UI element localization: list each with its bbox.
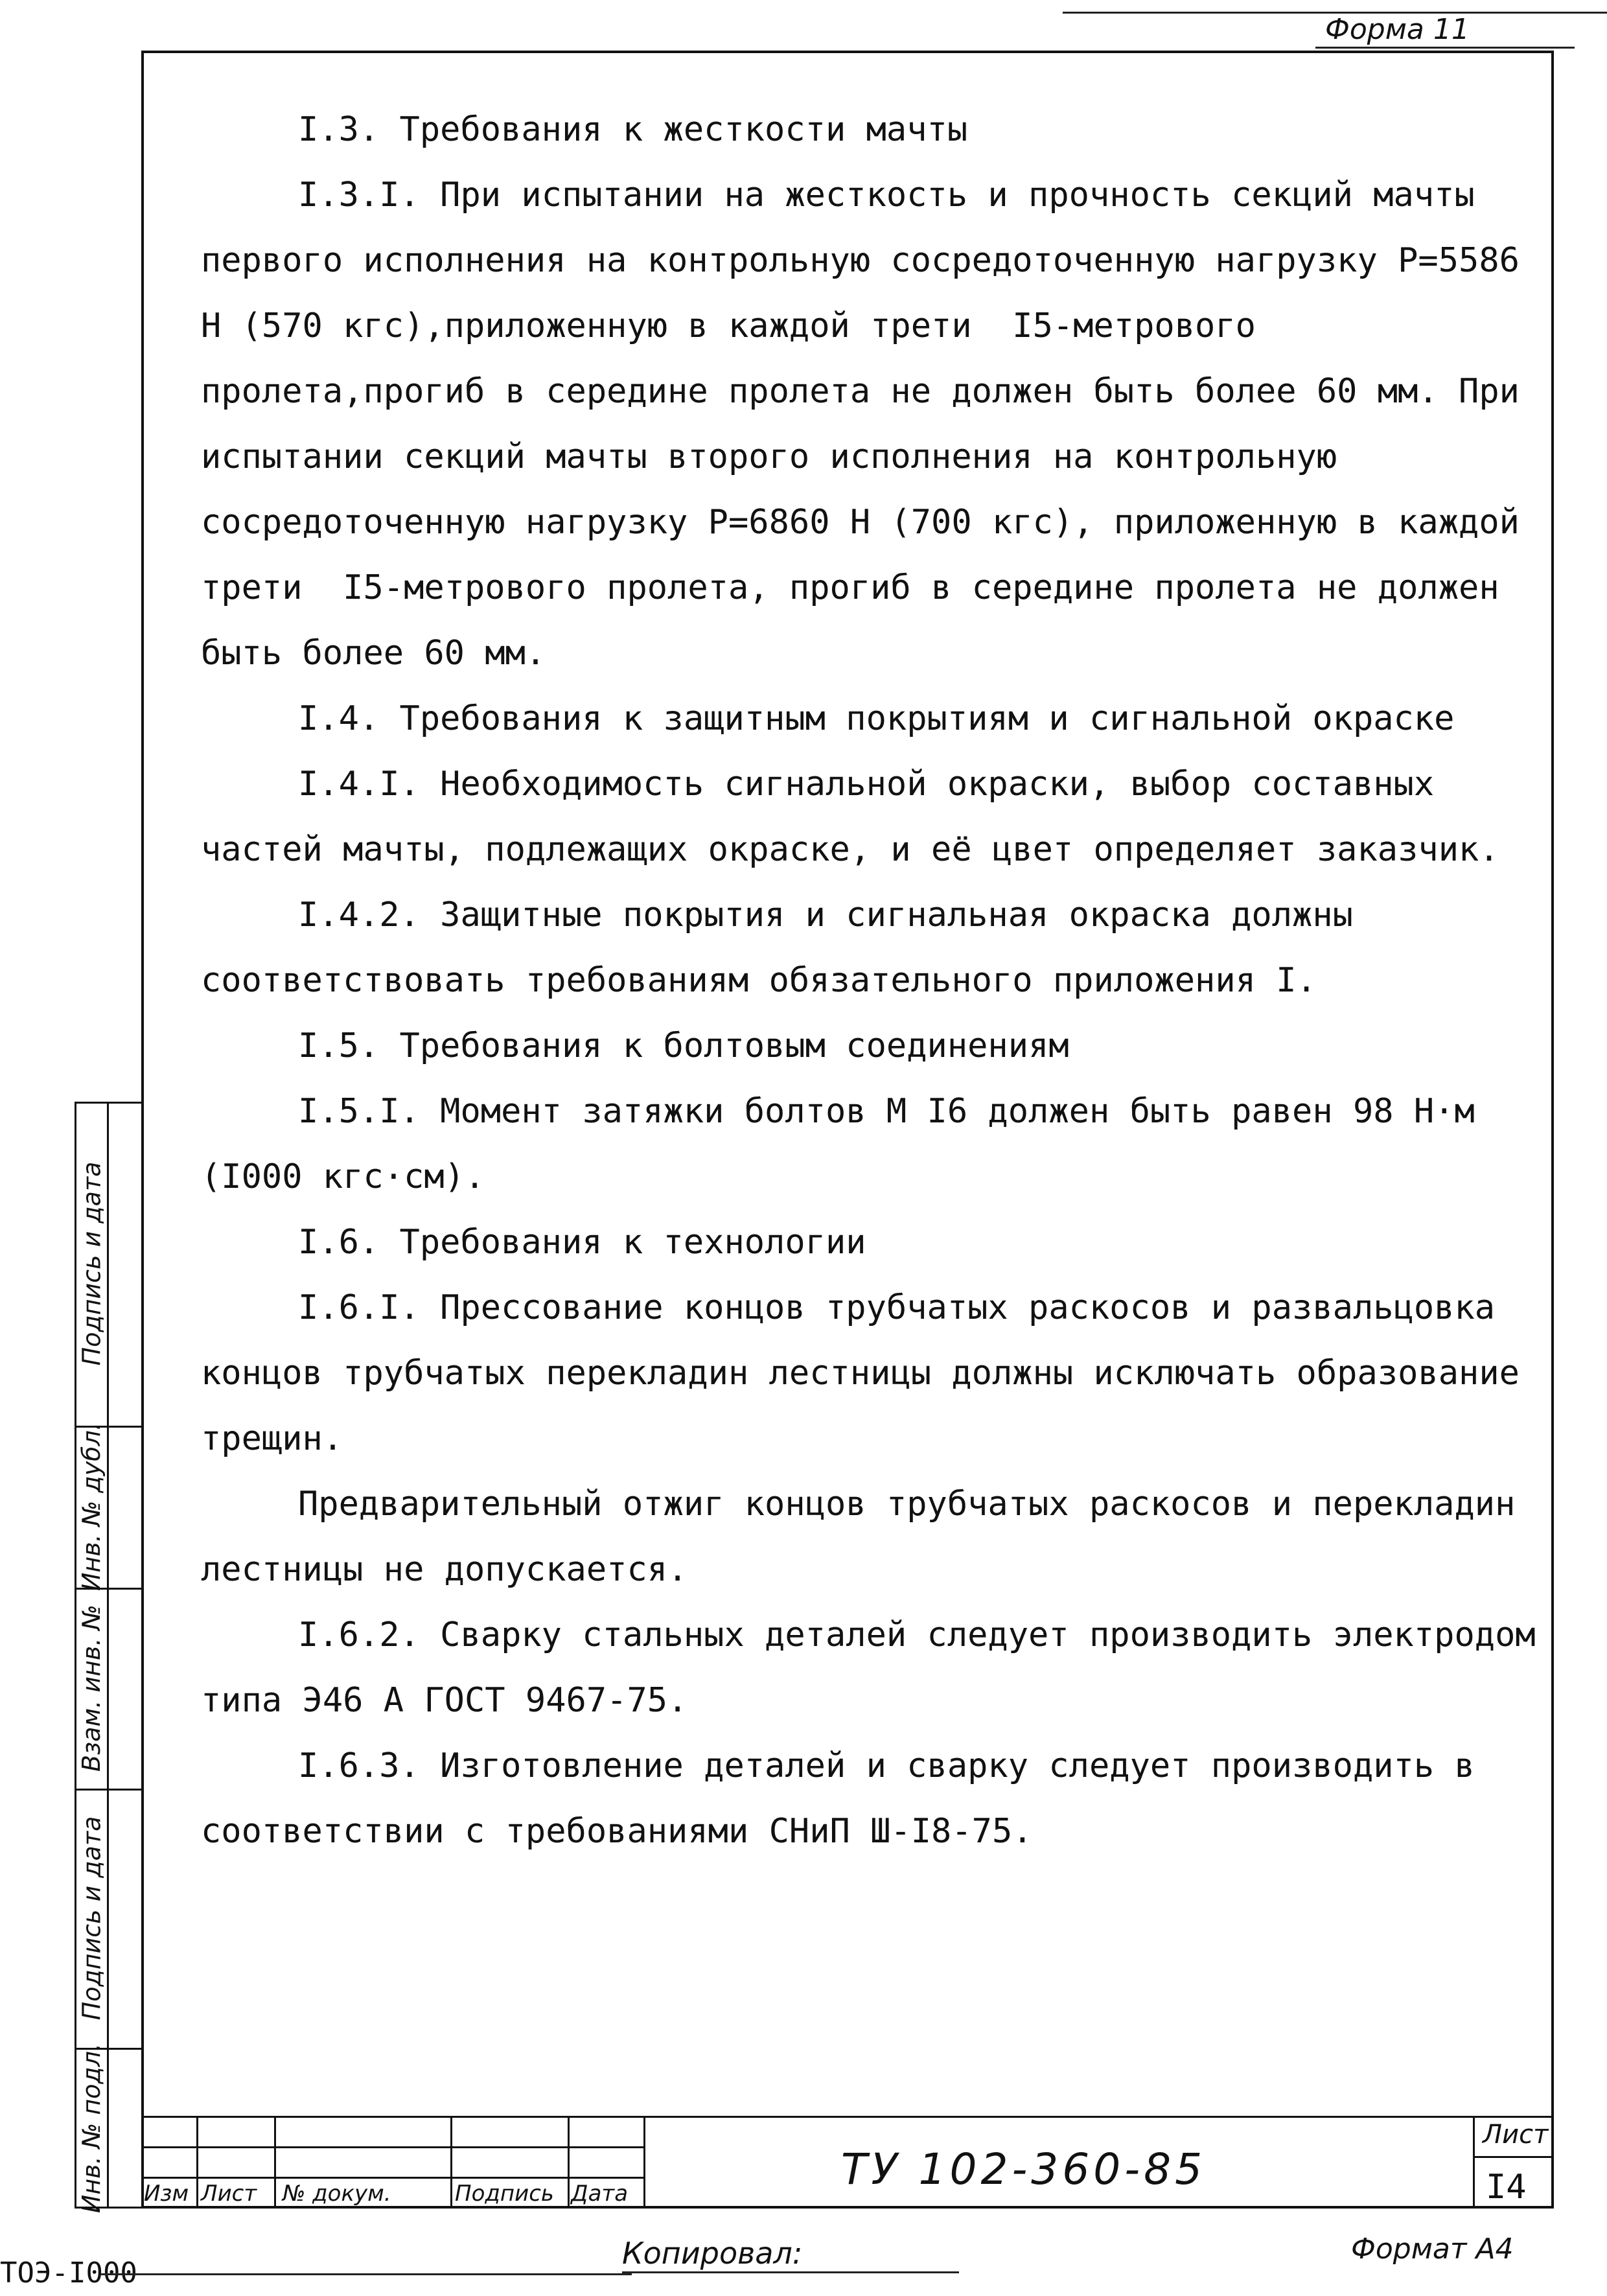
title-block-col-line bbox=[274, 2116, 276, 2209]
footer-left-line bbox=[100, 2273, 632, 2275]
document-body bbox=[201, 97, 1556, 1864]
col-label-list: Лист bbox=[201, 2181, 257, 2207]
sheet-label: Лист bbox=[1483, 2120, 1549, 2150]
paragraph: Предварительный отжиг концов трубчатых раскосов и перекладин лестницы не допускается. bbox=[201, 1485, 1536, 1589]
side-label-sign-date: Подпись и дата bbox=[77, 1161, 106, 1366]
sheet-cell-line bbox=[1473, 2156, 1554, 2158]
section-heading: I.5. Требования к болтовым соединениям bbox=[298, 1026, 1069, 1065]
side-label-sign-date-2: Подпись и дата bbox=[77, 1816, 106, 2021]
title-block-col-line bbox=[450, 2116, 452, 2209]
title-block bbox=[141, 2116, 1554, 2209]
paragraph: I.6.2. Сварку стальных деталей следует производить электродом типа Э46 А ГОСТ 9467-75. bbox=[201, 1616, 1556, 1720]
section-heading: I.4. Требования к защитным покрытиям и сигнальной окраске bbox=[298, 699, 1455, 738]
col-label-doc: № докум. bbox=[283, 2181, 391, 2207]
title-block-col-line bbox=[196, 2116, 198, 2209]
form-label: Форма 11 bbox=[1325, 13, 1470, 46]
sheet-number: I4 bbox=[1486, 2168, 1527, 2207]
col-label-date: Дата bbox=[571, 2181, 629, 2207]
paragraph: I.6.I. Прессование концов трубчатых раскосов и развальцовка концов трубчатых перекладин лестницы должны исключать образование трещин. bbox=[201, 1288, 1540, 1458]
side-label-orig-inv: Инв. № подл. bbox=[77, 2043, 106, 2214]
section-heading: I.6. Требования к технологии bbox=[298, 1223, 866, 1262]
side-label-dup-inv: Инв. № дубл. bbox=[77, 1422, 106, 1591]
paragraph: I.4.I. Необходимость сигнальной окраски, выбор составных частей мачты, подлежащих окраске, и её цвет определяет заказчик. bbox=[201, 765, 1499, 869]
side-stamp-divider bbox=[107, 1102, 109, 2209]
document-code: ТУ 102-360-85 bbox=[841, 2144, 1207, 2194]
side-label-replace-inv: Взам. инв. № bbox=[77, 1604, 106, 1772]
side-stamp bbox=[75, 1102, 141, 2214]
footer-left-mark: ТОЭ-I000 bbox=[0, 2256, 137, 2290]
title-block-top-line bbox=[141, 2116, 1554, 2118]
format-label: Формат А4 bbox=[1351, 2232, 1514, 2266]
title-block-col-line bbox=[643, 2116, 645, 2209]
copied-by-line bbox=[622, 2271, 959, 2273]
col-label-izm: Изм bbox=[144, 2181, 189, 2207]
copied-by-label: Копировал: bbox=[622, 2236, 803, 2271]
form-label-underline bbox=[1315, 47, 1575, 49]
paragraph: I.4.2. Защитные покрытия и сигнальная окраска должны соответствовать требованиям обязательного приложения I. bbox=[201, 896, 1374, 1000]
col-label-sign: Подпись bbox=[455, 2181, 554, 2207]
paragraph: I.5.I. Момент затяжки болтов М I6 должен быть равен 98 Н·м (I000 кгс·см). bbox=[201, 1092, 1496, 1196]
section-heading: I.3. Требования к жесткости мачты bbox=[298, 110, 968, 149]
paragraph: I.6.3. Изготовление деталей и сварку следует производить в соответствии с требованиями СНиП Ш-I8-75. bbox=[201, 1746, 1496, 1851]
paragraph: I.3.I. При испытании на жесткость и прочность секций мачты первого исполнения на контрольную сосредоточенную нагрузку Р=5586 Н (570 кгс),приложенную в каждой трети I5-метрового пролета,прогиб в середине пролета не должен быть более 60 мм. При испытании секций мачты второго исполнения на контрольную сосредоточенную нагрузку Р=6860 Н (700 кгс), приложенную в каждой трети I5-метрового пролета, прогиб в середине пролета не должен быть более 60 мм. bbox=[201, 176, 1540, 673]
title-block-col-line bbox=[1473, 2116, 1475, 2209]
title-block-col-line bbox=[568, 2116, 570, 2209]
